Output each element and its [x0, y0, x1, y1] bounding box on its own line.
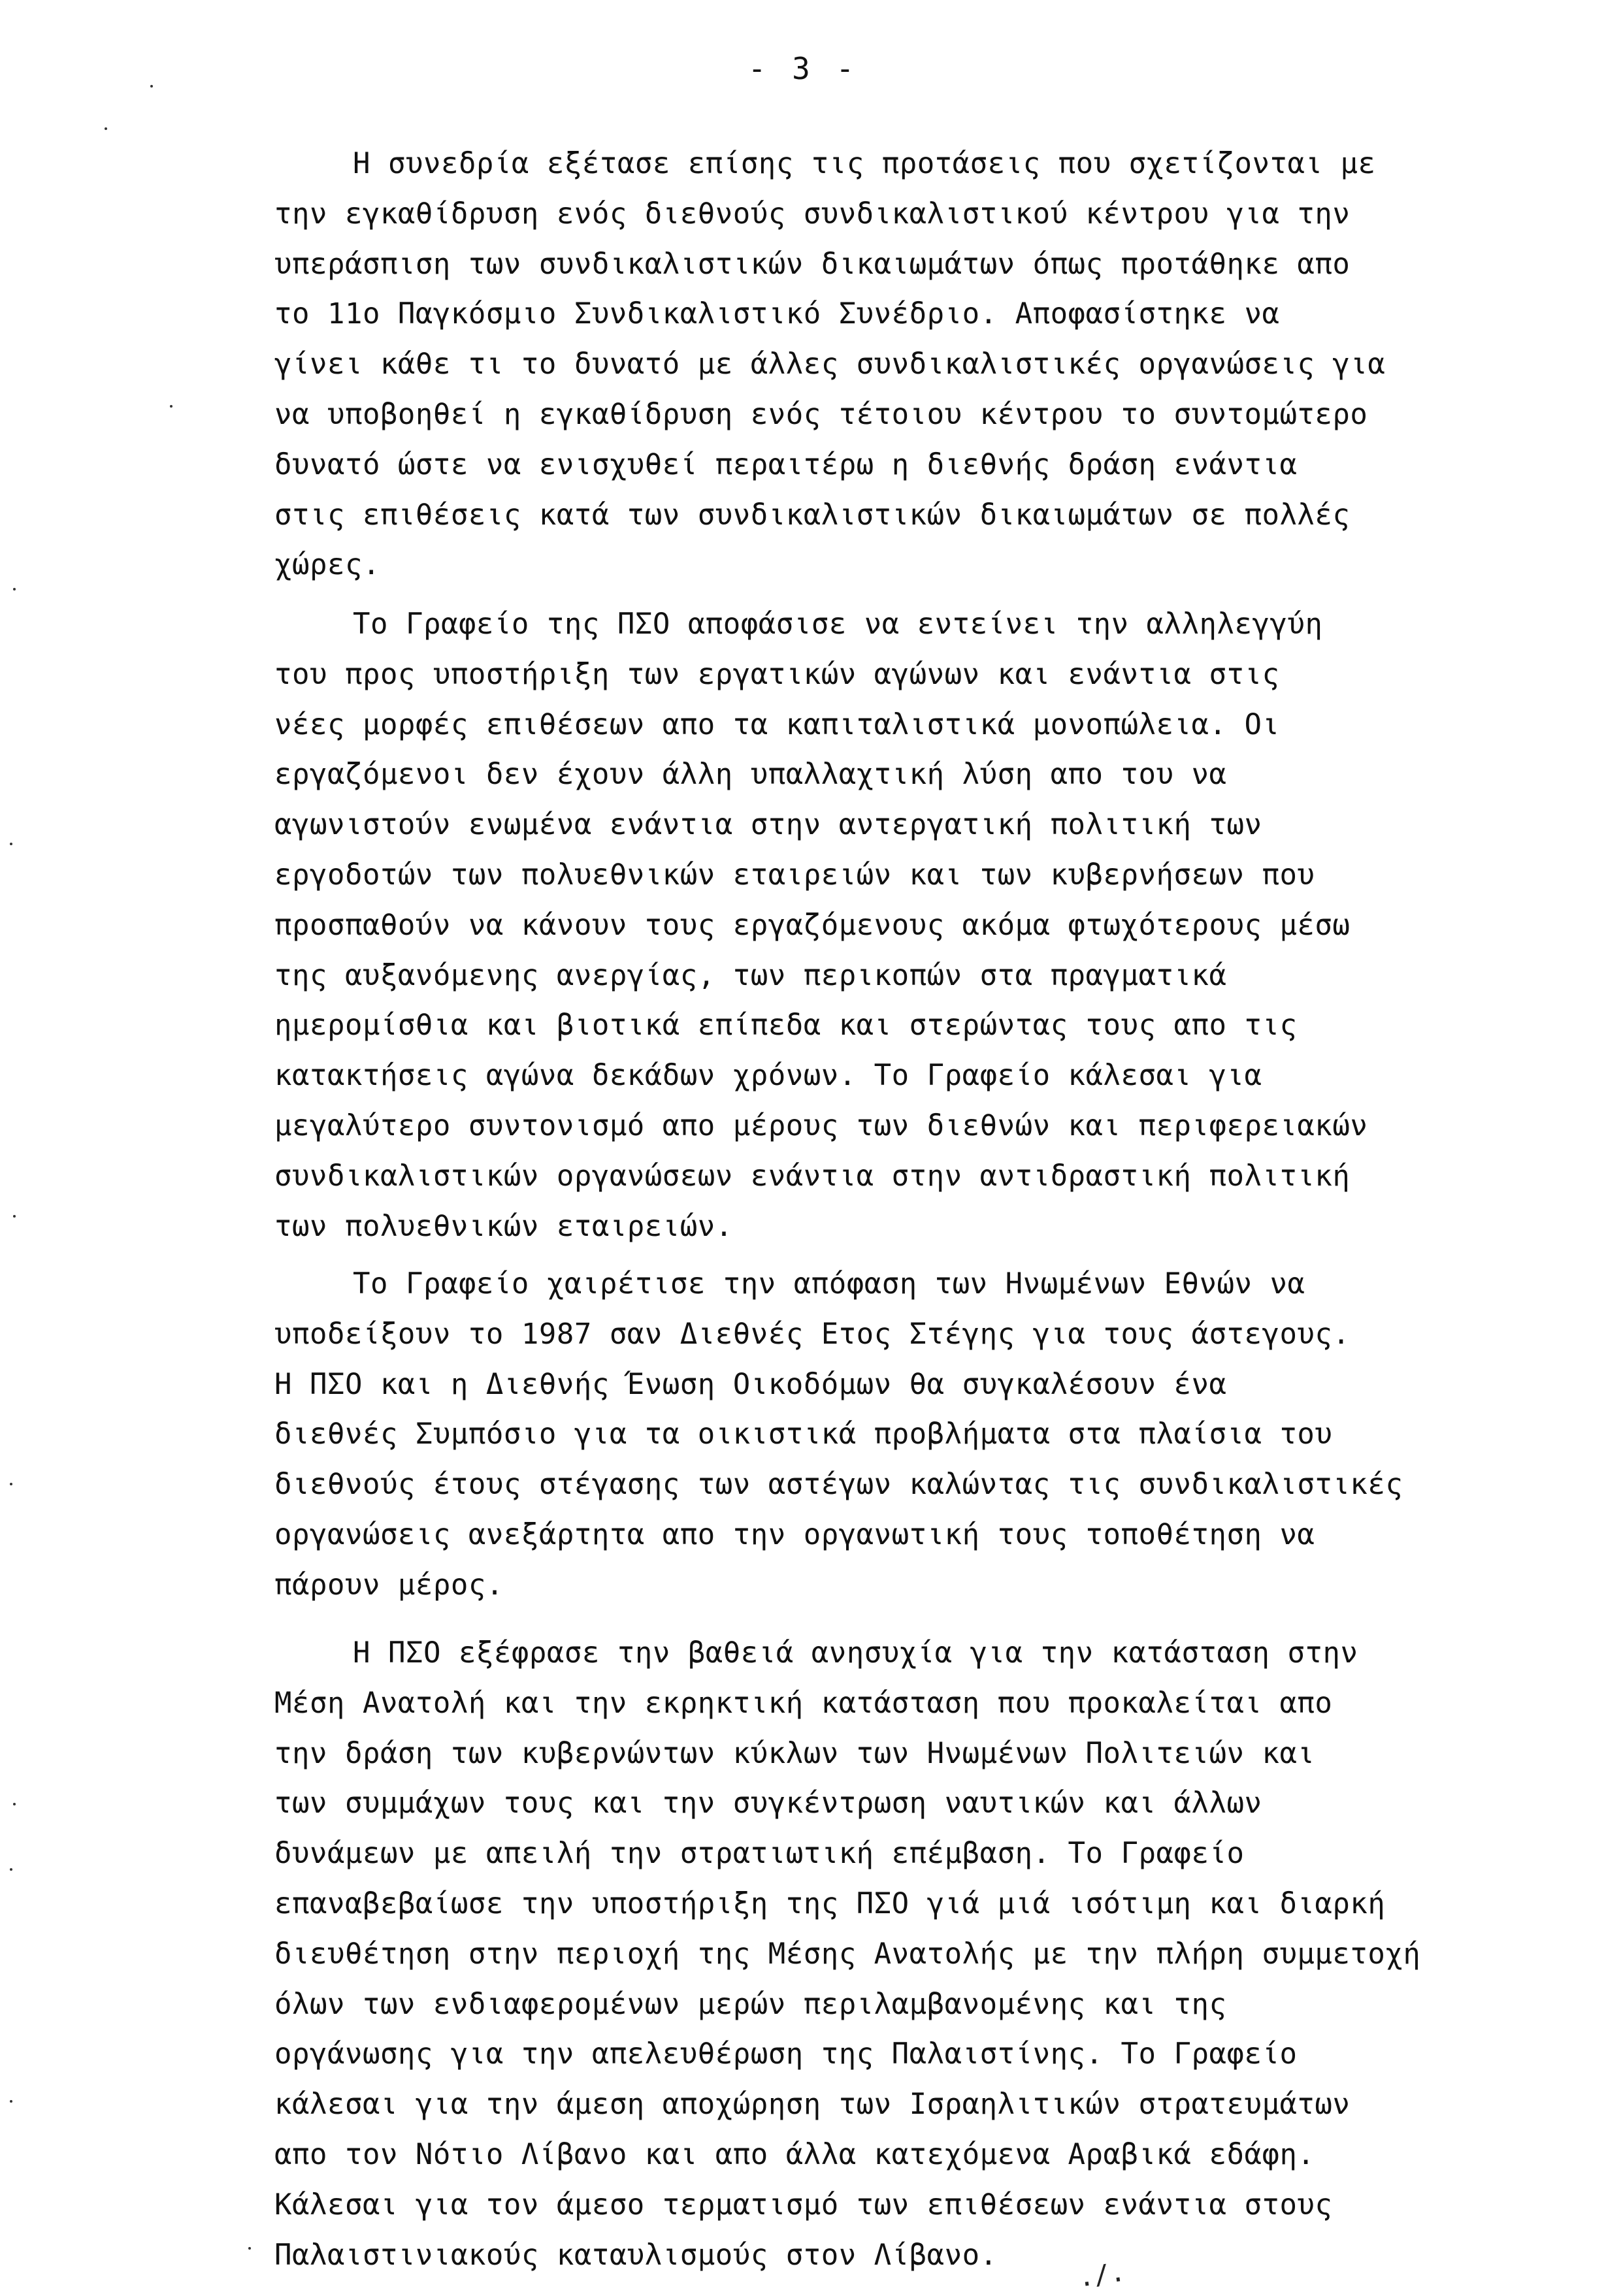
text-line: πάρουν μέρος.: [274, 1568, 504, 1602]
text-line: νέες μορφές επιθέσεων απο τα καπιταλιστικά μονοπώλεια. Οι: [274, 707, 1280, 741]
scan-speck: [105, 127, 107, 130]
text-line: όλων των ενδιαφερομένων μερών περιλαμβανομένης και της: [274, 1987, 1227, 2021]
text-line: Μέση Ανατολή και την εκρηκτική κατάσταση που προκαλείται απο: [274, 1686, 1333, 1720]
text-line: δυνάμεων με απειλή την στρατιωτική επέμβαση. Το Γραφείο: [274, 1837, 1245, 1871]
text-line: επαναβεβαίωσε την υποστήριξη της ΠΣΟ γιά μιά ισότιμη και διαρκή: [274, 1887, 1386, 1920]
page-number: - 3 -: [747, 51, 859, 86]
text-line: Παλαιστινιακούς καταυλισμούς στον Λίβανο.: [274, 2238, 998, 2272]
text-line: διεθνούς έτους στέγασης των αστέγων καλώντας τις συνδικαλιστικές: [274, 1468, 1403, 1502]
text-line: δυνατό ώστε να ενισχυθεί περαιτέρω η διεθνής δράση ενάντια: [274, 447, 1298, 481]
text-line: του προς υποστήριξη των εργατικών αγώνων και ενάντια στις: [274, 657, 1280, 691]
text-line: των συμμάχων τους και την συγκέντρωση ναυτικών και άλλων: [274, 1787, 1262, 1820]
text-line: προσπαθούν να κάνουν τους εργαζόμενους ακόμα φτωχότερους μέσω: [274, 908, 1351, 942]
scan-speck: [248, 2247, 251, 2250]
scan-speck: [13, 1215, 16, 1218]
text-line: των πολυεθνικών εταιρειών.: [274, 1209, 733, 1243]
text-line: αγωνιστούν ενωμένα ενάντια στην αντεργατική πολιτική των: [274, 808, 1262, 842]
scan-speck: [10, 1483, 12, 1485]
text-line: διεθνές Συμπόσιο για τα οικιστικά προβλήματα στα πλαίσια του: [274, 1417, 1333, 1451]
text-line: κάλεσαι για την άμεση αποχώρηση των Ισραηλιτικών στρατευμάτων: [274, 2088, 1351, 2122]
scan-speck: [10, 843, 12, 845]
text-line: κατακτήσεις αγώνα δεκάδων χρόνων. Το Γραφείο κάλεσαι για: [274, 1059, 1262, 1093]
text-line: γίνει κάθε τι το δυνατό με άλλες συνδικαλιστικές οργανώσεις για: [274, 348, 1386, 381]
text-line: υποδείξουν το 1987 σαν Διεθνές Ετος Στέγης για τους άστεγους.: [274, 1317, 1351, 1351]
text-line: διευθέτηση στην περιοχή της Μέσης Ανατολής με την πλήρη συμμετοχή: [274, 1937, 1421, 1971]
text-line: Η ΠΣΟ εξέφρασε την βαθειά ανησυχία για την κατάσταση στην: [353, 1636, 1358, 1670]
scan-speck: [10, 1868, 12, 1871]
text-line: Η συνεδρία εξέτασε επίσης τις προτάσεις που σχετίζονται με: [353, 147, 1376, 180]
text-line: υπεράσπιση των συνδικαλιστικών δικαιωμάτων όπως προτάθηκε απο: [274, 247, 1351, 281]
scan-speck: [150, 85, 153, 88]
text-line: Το Γραφείο χαιρέτισε την απόφαση των Ηνωμένων Εθνών να: [353, 1267, 1305, 1301]
text-line: οργανώσεις ανεξάρτητα απο την οργανωτική τους τοποθέτηση να: [274, 1518, 1315, 1551]
scan-speck: [13, 1803, 16, 1805]
text-line: οργάνωσης για την απελευθέρωση της Παλαιστίνης. Το Γραφείο: [274, 2037, 1298, 2071]
text-line: στις επιθέσεις κατά των συνδικαλιστικών δικαιωμάτων σε πολλές: [274, 498, 1351, 532]
text-line: Κάλεσαι για τον άμεσο τερματισμό των επιθέσεων ενάντια στους: [274, 2188, 1333, 2222]
text-line: το 11ο Παγκόσμιο Συνδικαλιστικό Συνέδριο. Αποφασίστηκε να: [274, 297, 1280, 331]
text-line: την εγκαθίδρυση ενός διεθνούς συνδικαλιστικού κέντρου για την: [274, 197, 1351, 231]
text-line: εργαζόμενοι δεν έχουν άλλη υπαλλαχτική λύση απο του να: [274, 758, 1227, 792]
text-line: της αυξανόμενης ανεργίας, των περικοπών στα πραγματικά: [274, 958, 1227, 992]
scan-speck: [13, 588, 16, 590]
text-line: συνδικαλιστικών οργανώσεων ενάντια στην αντιδραστική πολιτική: [274, 1159, 1351, 1193]
text-line: μεγαλύτερο συντονισμό απο μέρους των διεθνών και περιφερειακών: [274, 1109, 1368, 1142]
continuation-mark: ./.: [1076, 2257, 1128, 2293]
text-line: την δράση των κυβερνώντων κύκλων των Ηνωμένων Πολιτειών και: [274, 1736, 1315, 1770]
text-line: Η ΠΣΟ και η Διεθνής Ένωση Οικοδόμων θα συγκαλέσουν ένα: [274, 1367, 1227, 1401]
text-line: χώρες.: [274, 548, 380, 582]
text-line: Το Γραφείο της ΠΣΟ αποφάσισε να εντείνει την αλληλεγγύη: [353, 607, 1323, 641]
scan-speck: [10, 2100, 12, 2103]
text-line: απο τον Νότιο Λίβανο και απο άλλα κατεχόμενα Αραβικά εδάφη.: [274, 2138, 1315, 2171]
text-line: ημερομίσθια και βιοτικά επίπεδα και στερώντας τους απο τις: [274, 1009, 1298, 1043]
text-line: εργοδοτών των πολυεθνικών εταιρειών και των κυβερνήσεων που: [274, 858, 1315, 892]
scan-speck: [170, 405, 172, 408]
text-line: να υποβοηθεί η εγκαθίδρυση ενός τέτοιου κέντρου το συντομώτερο: [274, 398, 1368, 431]
